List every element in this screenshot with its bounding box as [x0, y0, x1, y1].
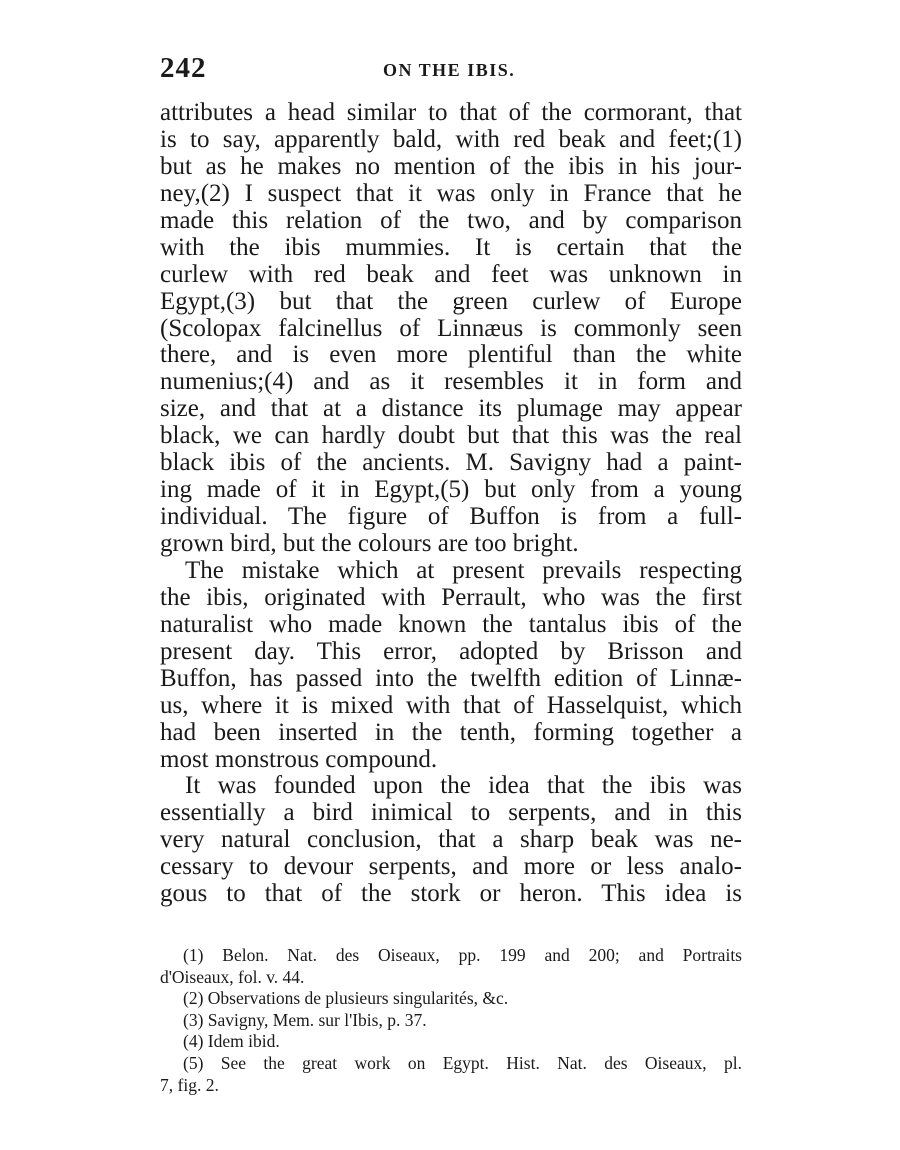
- body-line: black, we can hardly doubt but that this was the real: [160, 422, 742, 450]
- body-line: gous to that of the stork or heron. This idea is: [160, 880, 742, 908]
- body-line: naturalist who made known the tantalus ibis of the: [160, 610, 742, 638]
- body-line: cessary to devour serpents, and more or less analo-: [160, 853, 742, 881]
- body-line: most monstrous compound.: [160, 745, 438, 773]
- body-line: present day. This error, adopted by Brisson and: [160, 637, 742, 665]
- body-line: there, and is even more plentiful than the white: [160, 341, 742, 369]
- body-line: very natural conclusion, that a sharp beak was ne-: [160, 826, 742, 854]
- body-line: the ibis, originated with Perrault, who was the first: [160, 583, 742, 611]
- footnotes: [160, 945, 742, 1096]
- footnote-line: (4) Idem ibid.: [183, 1031, 280, 1052]
- body-line: size, and that at a distance its plumage may appear: [160, 395, 742, 423]
- body-line: grown bird, but the colours are too bright.: [160, 530, 579, 557]
- body-line: made this relation of the two, and by comparison: [160, 206, 742, 234]
- footnote-line: 7, fig. 2.: [160, 1074, 219, 1095]
- paragraph-start-line: It was founded upon the idea that the ibis was: [185, 772, 742, 800]
- body-line: ing made of it in Egypt,(5) but only from a young: [160, 476, 742, 504]
- body-line: but as he makes no mention of the ibis in his jour-: [160, 152, 742, 180]
- body-line: with the ibis mummies. It is certain that the: [160, 233, 742, 261]
- footnote-line: (3) Savigny, Mem. sur l'Ibis, p. 37.: [183, 1009, 427, 1030]
- body-line: ney,(2) I suspect that it was only in France that he: [160, 179, 742, 207]
- body-line: black ibis of the ancients. M. Savigny had a paint-: [160, 449, 742, 477]
- paragraph-start-line: The mistake which at present prevails respecting: [185, 556, 742, 584]
- body-line: Egypt,(3) but that the green curlew of Europe: [160, 287, 742, 315]
- body-line: individual. The figure of Buffon is from a full-: [160, 503, 742, 531]
- footnote-line: d'Oiseaux, fol. v. 44.: [160, 966, 305, 987]
- body-line: us, where it is mixed with that of Hasselquist, which: [160, 691, 742, 719]
- body-line: numenius;(4) and as it resembles it in form and: [160, 368, 742, 396]
- body-text: [160, 100, 742, 908]
- footnote-line: (2) Observations de plusieurs singularités, &c.: [183, 988, 509, 1009]
- body-line-italic-species: (Scolopax falcinellus of Linnæus is commonly seen: [160, 314, 742, 342]
- body-line: had been inserted in the tenth, forming together a: [160, 718, 742, 746]
- page-number: 242: [160, 52, 207, 84]
- footnote-line: (5) See the great work on Egypt. Hist. Nat. des Oiseaux, pl.: [183, 1052, 742, 1073]
- running-title: ON THE IBIS.: [383, 60, 516, 80]
- body-line: attributes a head similar to that of the cormorant, that: [160, 99, 742, 126]
- body-line: is to say, apparently bald, with red beak and feet;(1): [160, 125, 742, 153]
- body-line: curlew with red beak and feet was unknown in: [160, 260, 742, 288]
- footnote-line: (1) Belon. Nat. des Oiseaux, pp. 199 and 200; and Portraits: [183, 945, 742, 965]
- body-line: essentially a bird inimical to serpents, and in this: [160, 799, 742, 827]
- page-header: [160, 52, 740, 92]
- body-line: Buffon, has passed into the twelfth edition of Linnæ-: [160, 664, 742, 692]
